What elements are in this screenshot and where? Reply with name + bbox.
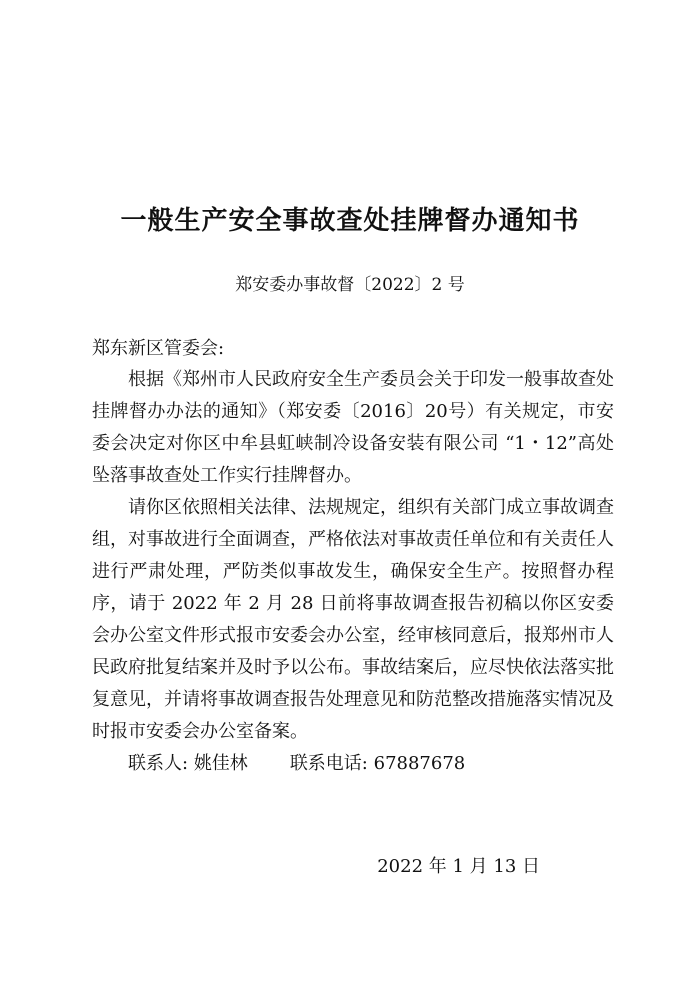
document-date: 2022 年 1 月 13 日 — [377, 856, 540, 877]
contact-phone: 67887678 — [373, 753, 466, 774]
document-body — [92, 364, 614, 780]
contact-person-name: 姚佳林 — [193, 753, 248, 774]
document-number: 郑安委办事故督〔2022〕2 号 — [235, 275, 465, 295]
contact-phone-label: 联系电话: — [289, 753, 368, 774]
contact-line — [92, 748, 614, 780]
addressee: 郑东新区管委会: — [92, 338, 225, 359]
contact-person-label: 联系人: — [128, 753, 189, 774]
paragraph: 根据《郑州市人民政府安全生产委员会关于印发一般事故查处挂牌督办办法的通知》（郑安委〔2016〕20号）有关规定，市安委会决定对你区中牟县虹峡制冷设备安装有限公司 “1・12”高处坠落事故查处工作实行挂牌督办。 — [92, 369, 614, 486]
document-title: 一般生产安全事故查处挂牌督办通知书 — [120, 206, 580, 236]
paragraph: 请你区依照相关法律、法规规定，组织有关部门成立事故调查组，对事故进行全面调查，严格依法对事故责任单位和有关责任人进行严肃处理，严防类似事故发生，确保安全生产。按照督办程序，请于 2022 年 2 月 28 日前将事故调查报告初稿以你区安委会办公室文件形式报市安委会办公室，经审核同意后，报郑州市人民政府批复结案并及时予以公布。事故结案后，应尽快依法落实批复意见，并请将事故调查报告处理意见和防范整改措施落实情况及时报市安委会办公室备案。 — [92, 497, 614, 742]
